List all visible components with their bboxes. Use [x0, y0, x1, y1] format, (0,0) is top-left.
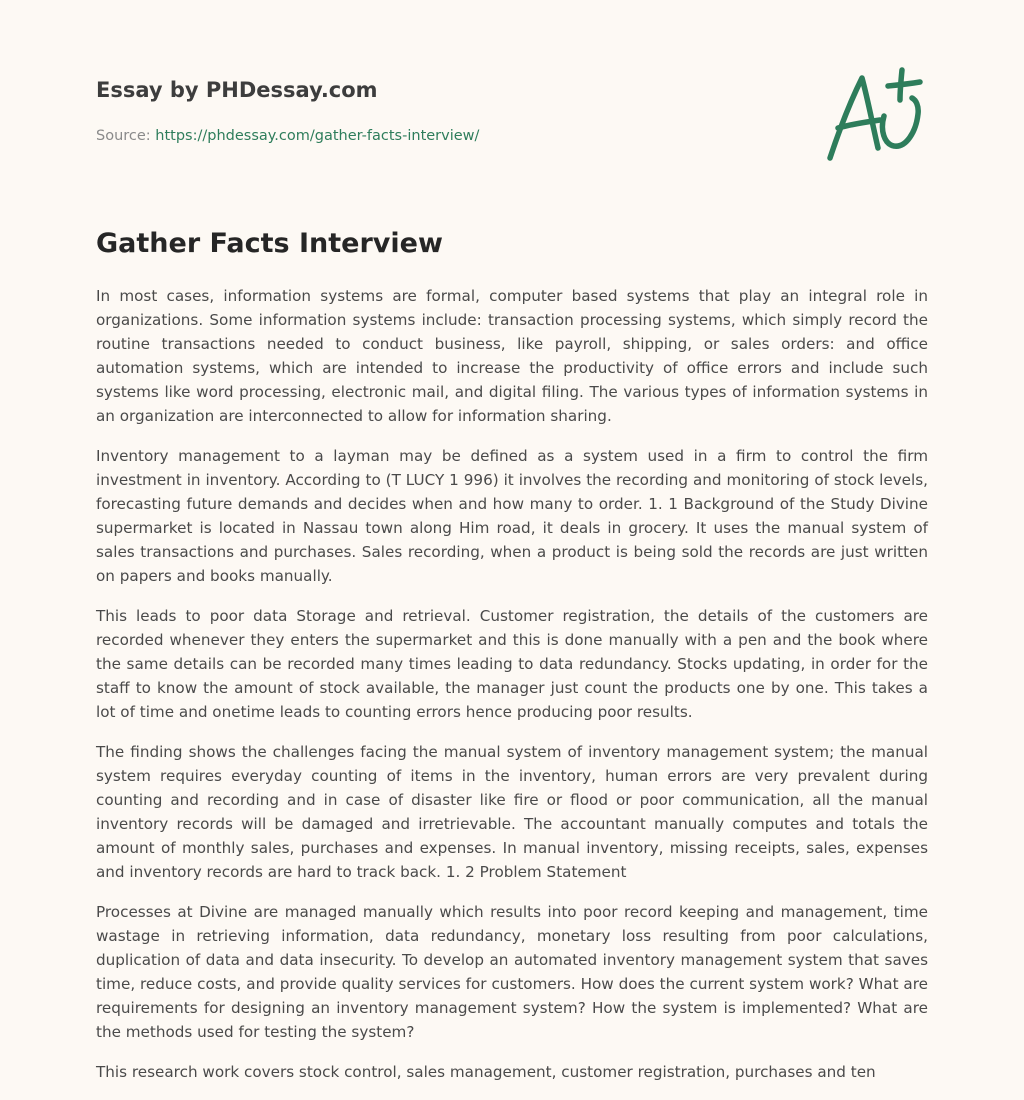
source-link[interactable]: https://phdessay.com/gather-facts-interview/	[155, 128, 480, 144]
paragraph: This research work covers stock control, sales management, customer registration, purchases and ten	[96, 1063, 876, 1081]
a-plus-grade-icon	[818, 66, 930, 166]
paragraph: This leads to poor data Storage and retrieval. Customer registration, the details of the customers are recorded whenever they enters the supermarket and this is done manually with a pen and the book where the same details can be recorded many times leading to data redundancy. Stocks updating, in order for the staff to know the amount of stock available, the manager just count the products one by one. This takes a lot of time and onetime leads to counting errors hence producing poor results.	[96, 607, 928, 721]
page-header	[96, 76, 796, 146]
paragraph: Inventory management to a layman may be defined as a system used in a firm to control the firm investment in inventory. According to (T LUCY 1 996) it involves the recording and monitoring of stock levels, forecasting future demands and decides when and how many to order. 1. 1 Background of the Study Divine supermarket is located in Nassau town along Him road, it deals in grocery. It uses the manual system of sales transactions and purchases. Sales recording, when a product is being sold the records are just written on papers and books manually.	[96, 447, 928, 585]
paragraph: The finding shows the challenges facing the manual system of inventory management system; the manual system requires everyday counting of items in the inventory, human errors are very prevalent during counting and recording and in case of disaster like fire or flood or poor communication, all the manual inventory records will be damaged and irretrievable. The accountant manually computes and totals the amount of monthly sales, purchases and expenses. In manual inventory, missing receipts, sales, expenses and inventory records are hard to track back. 1. 2 Problem Statement	[96, 743, 928, 881]
source-label: Source:	[96, 128, 151, 144]
article-title: Gather Facts Interview	[96, 228, 443, 259]
brand-title: Essay by PHDessay.com	[96, 78, 378, 102]
a-plus-logo-svg	[818, 66, 930, 166]
source-line	[96, 126, 796, 146]
paragraph: In most cases, information systems are formal, computer based systems that play an integral role in organizations. Some information systems include: transaction processing systems, which simply record the routine transactions needed to conduct business, like payroll, shipping, or sales orders: and office automation systems, which are intended to increase the productivity of office errors and include such systems like word processing, electronic mail, and digital filing. The various types of information systems in an organization are interconnected to allow for information sharing.	[96, 287, 928, 425]
paragraph: Processes at Divine are managed manually which results into poor record keeping and management, time wastage in retrieving information, data redundancy, monetary loss resulting from poor calculations, duplication of data and data insecurity. To develop an automated inventory management system that saves time, reduce costs, and provide quality services for customers. How does the current system work? What are requirements for designing an inventory management system? How the system is implemented? What are the methods used for testing the system?	[96, 903, 928, 1041]
article-body	[96, 284, 928, 1100]
